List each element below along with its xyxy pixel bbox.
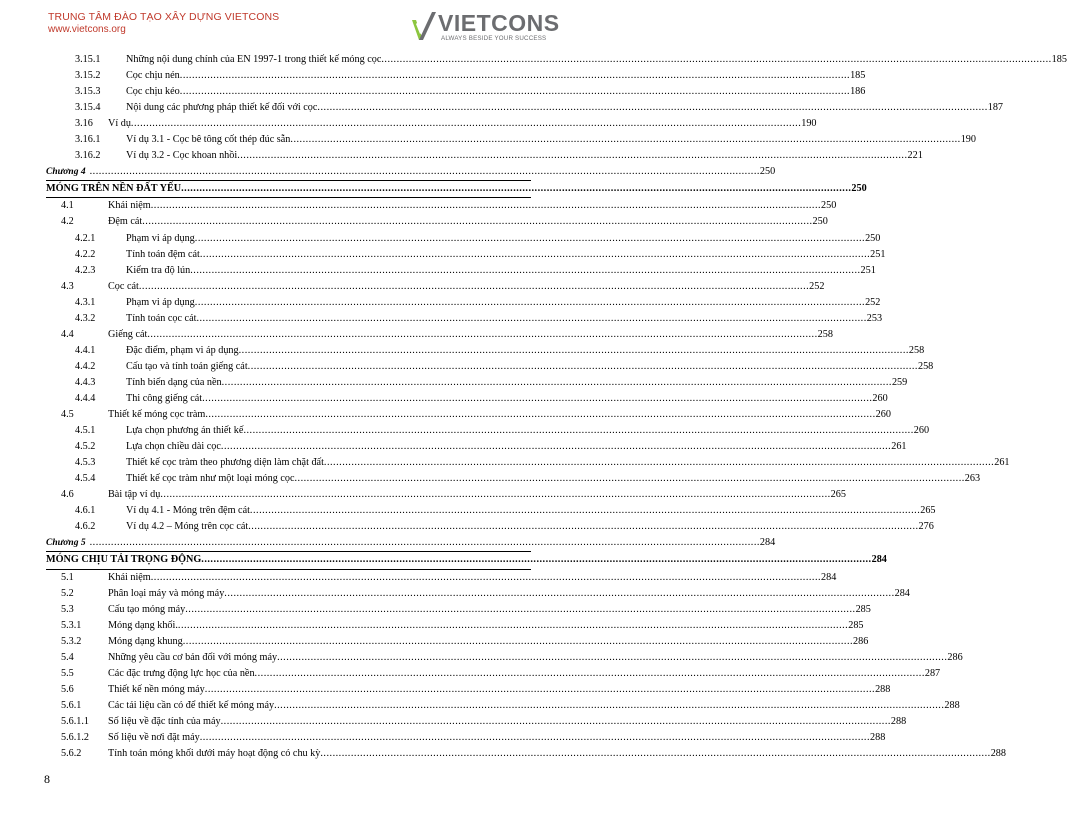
- toc-leader-dots: ............................................................................................................................................................................................................................: [89, 537, 760, 549]
- toc-leader-dots: ............................................................................................................................................................................................................................: [194, 296, 866, 308]
- toc-entry-page: 288: [944, 699, 960, 711]
- toc-leader-dots: ............................................................................................................................................................................................................................: [205, 409, 876, 421]
- toc-leader-dots: ............................................................................................................................................................................................................................: [150, 571, 822, 583]
- toc-entry-page: 261: [994, 457, 1010, 469]
- toc-entry-page: 260: [872, 392, 888, 404]
- toc-entry-page: 250: [821, 200, 837, 212]
- toc-leader-dots: ............................................................................................................................................................................................................................: [196, 312, 867, 324]
- toc-entry-number: 5.6.2: [61, 748, 82, 760]
- toc-entry[interactable]: [46, 714, 907, 730]
- toc-entry[interactable]: [46, 487, 846, 503]
- toc-entry-page: 252: [809, 280, 825, 292]
- toc-entry[interactable]: [46, 116, 817, 132]
- toc-entry-page: 250: [865, 232, 881, 244]
- toc-entry[interactable]: [46, 634, 869, 650]
- toc-entry-page: 251: [870, 248, 886, 260]
- toc-entry[interactable]: [46, 164, 776, 181]
- toc-entry[interactable]: [46, 231, 881, 247]
- toc-leader-dots: ............................................................................................................................................................................................................................: [177, 619, 849, 631]
- toc-entry-number: 3.16.2: [75, 150, 101, 162]
- toc-entry-number: 4.1: [61, 200, 74, 212]
- toc-entry[interactable]: [46, 519, 934, 535]
- toc-entry-title: Thiết kế nền móng máy: [108, 682, 205, 698]
- toc-entry-page: 284: [821, 571, 837, 583]
- toc-entry-number: 4.6.2: [75, 521, 96, 533]
- toc-entry-title: Đệm cát: [108, 214, 142, 230]
- toc-entry-page: 276: [918, 521, 934, 533]
- toc-entry-page: 288: [990, 748, 1006, 760]
- toc-entry-page: 187: [987, 102, 1004, 114]
- toc-entry-number: Chương 5: [46, 538, 86, 549]
- toc-entry-title: Thiết kế móng cọc tràm: [108, 407, 205, 423]
- toc-entry-page: 258: [908, 344, 925, 356]
- toc-leader-dots: ............................................................................................................................................................................................................................: [220, 441, 892, 453]
- toc-leader-dots: ............................................................................................................................................................................................................................: [179, 70, 851, 82]
- toc-entry[interactable]: [46, 279, 825, 295]
- toc-entry-number: 4.4.3: [75, 376, 96, 388]
- toc-entry-title: Móng dạng khối.: [108, 618, 178, 634]
- header-org-block: [48, 11, 279, 35]
- toc-entry-page: 250: [851, 183, 867, 195]
- toc-leader-dots: ............................................................................................................................................................................................................................: [185, 603, 856, 615]
- toc-entry[interactable]: [46, 181, 867, 198]
- toc-entry-number: 4.4.4: [75, 392, 96, 404]
- toc-entry-page: 185: [850, 70, 866, 82]
- toc-entry-page: 285: [848, 619, 864, 631]
- toc-entry-number: 5.6.1: [61, 699, 82, 711]
- toc-entry-number: 4.2.1: [75, 232, 96, 244]
- toc-leader-dots: ............................................................................................................................................................................................................................: [182, 635, 854, 647]
- toc-entry-title: Phân loại máy và móng máy: [108, 586, 224, 602]
- toc-entry[interactable]: [46, 746, 1006, 762]
- toc-leader-dots: ............................................................................................................................................................................................................................: [160, 489, 831, 501]
- toc-leader-dots: ............................................................................................................................................................................................................................: [317, 102, 988, 114]
- toc-leader-dots: ............................................................................................................................................................................................................................: [320, 748, 991, 760]
- toc-entry-page: 250: [812, 216, 828, 228]
- vietcons-check-icon: [410, 10, 438, 44]
- toc-entry-number: 4.4.1: [75, 344, 96, 356]
- toc-entry-page: 265: [920, 505, 936, 517]
- toc-entry-title: Lựa chọn phương án thiết kế: [126, 423, 243, 439]
- toc-entry-title: Số liệu về nơi đặt máy: [108, 730, 200, 746]
- toc-entry[interactable]: [46, 698, 960, 714]
- website-link[interactable]: www.vietcons.org: [48, 24, 126, 35]
- toc-entry-title: Ví dụ 4.2 – Móng trên cọc cát: [126, 519, 248, 535]
- toc-entry-title: Phạm vi áp dụng: [126, 295, 195, 311]
- toc-entry-number: 3.15.4: [75, 102, 101, 114]
- toc-entry-title: Bài tập ví dụ: [108, 487, 160, 503]
- toc-entry-page: 288: [890, 715, 907, 727]
- toc-entry-title: Thi công giếng cát: [126, 391, 202, 407]
- toc-entry[interactable]: [46, 375, 908, 391]
- toc-entry-page: 288: [870, 731, 886, 743]
- toc-entry-page: 287: [924, 667, 941, 679]
- toc-entry-title: Tính toán cọc cát: [126, 311, 196, 327]
- toc-entry-title: Cọc chịu kéo: [126, 84, 180, 100]
- toc-entry[interactable]: [46, 100, 1004, 116]
- toc-entry-page: 190: [801, 118, 817, 130]
- toc-entry-page: 258: [817, 328, 833, 340]
- toc-leader-dots: ............................................................................................................................................................................................................................: [150, 200, 822, 212]
- toc-leader-dots: ............................................................................................................................................................................................................................: [190, 264, 861, 276]
- table-of-contents: [46, 52, 1067, 762]
- toc-entry-page: 251: [860, 264, 876, 276]
- toc-entry-page: 185: [1051, 54, 1067, 65]
- toc-leader-dots: ............................................................................................................................................................................................................................: [323, 457, 995, 469]
- toc-entry-title: Phạm vi áp dụng: [126, 231, 195, 247]
- toc-entry-title: Móng dạng khung: [108, 634, 183, 650]
- toc-entry[interactable]: [46, 602, 871, 618]
- toc-entry-page: 250: [759, 166, 776, 178]
- toc-entry-title: Ví dụ 3.1 - Cọc bê tông cốt thép đúc sẵn: [126, 132, 290, 148]
- toc-entry-page: 252: [865, 296, 881, 308]
- toc-leader-dots: ............................................................................................................................................................................................................................: [201, 554, 872, 566]
- toc-leader-dots: ............................................................................................................................................................................................................................: [204, 683, 876, 695]
- toc-entry-page: 261: [891, 441, 907, 453]
- toc-leader-dots: ............................................................................................................................................................................................................................: [89, 166, 760, 178]
- toc-entry-page: 260: [913, 425, 930, 437]
- toc-entry-title: Cấu tạo móng máy: [108, 602, 185, 618]
- toc-entry-number: 4.3.1: [75, 296, 96, 308]
- toc-entry-number: 5.3.2: [61, 635, 82, 647]
- org-name: TRUNG TÂM ĐÀO TẠO XÂY DỰNG VIETCONS: [48, 11, 280, 23]
- toc-entry-page: 186: [850, 86, 866, 98]
- toc-entry-number: 5.3.1: [61, 619, 82, 631]
- toc-entry-title: Những yêu cầu cơ bản đối với móng máy: [108, 650, 277, 666]
- toc-entry-number: 5.4: [61, 651, 74, 663]
- toc-entry[interactable]: [46, 439, 907, 455]
- toc-leader-dots: ............................................................................................................................................................................................................................: [254, 667, 925, 679]
- toc-entry-page: 263: [964, 473, 981, 485]
- toc-entry-page: 259: [891, 376, 908, 388]
- toc-entry-number: 3.16.1: [75, 134, 101, 146]
- toc-entry-title: Ví dụ: [108, 116, 131, 132]
- toc-entry-page: 284: [894, 587, 910, 599]
- toc-entry-title: Những nội dung chính của EN 1997-1 trong thiết kế móng cọc: [126, 52, 381, 68]
- toc-entry-number: 4.6: [61, 489, 74, 501]
- toc-entry-title: Khái niệm: [108, 198, 151, 214]
- toc-entry-number: 4.6.1: [75, 505, 96, 517]
- toc-entry-page: 288: [875, 683, 891, 695]
- vietcons-logo: [410, 10, 560, 44]
- toc-entry[interactable]: [46, 503, 936, 519]
- toc-entry-number: 5.2: [61, 587, 74, 599]
- toc-entry[interactable]: [46, 455, 1010, 471]
- toc-entry[interactable]: [46, 311, 883, 327]
- toc-entry-page: 258: [917, 360, 934, 372]
- toc-entry[interactable]: [46, 327, 833, 343]
- toc-entry-page: 286: [853, 635, 869, 647]
- toc-entry-title: Cọc cát: [108, 279, 139, 295]
- toc-entry-title: Đặc điểm, phạm vi áp dụng: [126, 343, 239, 359]
- toc-leader-dots: ............................................................................................................................................................................................................................: [243, 425, 914, 437]
- toc-entry-title: Lựa chọn chiều dài cọc: [126, 439, 221, 455]
- toc-entry-page: 284: [759, 537, 776, 549]
- toc-entry-title: Cọc chịu nén: [126, 68, 180, 84]
- toc-leader-dots: ............................................................................................................................................................................................................................: [199, 731, 870, 743]
- toc-entry-page: 265: [830, 489, 846, 501]
- toc-entry[interactable]: [46, 132, 976, 148]
- toc-entry-title: Ví dụ 4.1 - Móng trên đệm cát: [126, 503, 250, 519]
- toc-entry[interactable]: [46, 84, 866, 100]
- toc-entry-number: 5.6.1.1: [61, 715, 90, 727]
- toc-leader-dots: ............................................................................................................................................................................................................................: [237, 150, 908, 162]
- toc-leader-dots: ............................................................................................................................................................................................................................: [294, 473, 965, 485]
- logo-text: VIETCONS: [438, 10, 560, 36]
- toc-entry[interactable]: [46, 148, 923, 164]
- toc-entry[interactable]: [46, 471, 981, 487]
- toc-entry-number: Chương 4: [46, 167, 86, 178]
- toc-leader-dots: ............................................................................................................................................................................................................................: [290, 134, 961, 146]
- toc-entry-number: 4.3: [61, 280, 74, 292]
- toc-entry-number: 4.5.3: [75, 457, 96, 469]
- toc-leader-dots: ............................................................................................................................................................................................................................: [202, 392, 873, 404]
- toc-leader-dots: ............................................................................................................................................................................................................................: [248, 521, 919, 533]
- toc-entry-number: 4.5.1: [75, 425, 96, 437]
- toc-entry[interactable]: [46, 343, 925, 359]
- toc-entry[interactable]: [46, 570, 837, 586]
- toc-entry-title: MÓNG TRÊN NỀN ĐẤT YẾU: [46, 181, 181, 197]
- toc-entry[interactable]: [46, 214, 828, 230]
- toc-entry-title: Các tải liệu cần có để thiết kế móng máy: [108, 698, 274, 714]
- toc-entry-number: 4.4: [61, 328, 74, 340]
- toc-leader-dots: ............................................................................................................................................................................................................................: [238, 344, 909, 356]
- toc-entry[interactable]: [46, 618, 864, 634]
- toc-entry[interactable]: [46, 535, 776, 552]
- toc-entry-title: Tính biến dạng của nền: [126, 375, 222, 391]
- toc-leader-dots: ............................................................................................................................................................................................................................: [224, 587, 895, 599]
- toc-entry-number: 4.3.2: [75, 312, 96, 324]
- toc-entry-page: 286: [947, 651, 963, 663]
- toc-leader-dots: ............................................................................................................................................................................................................................: [142, 216, 813, 228]
- toc-entry[interactable]: [46, 391, 888, 407]
- toc-entry[interactable]: [46, 407, 891, 423]
- toc-leader-dots: ............................................................................................................................................................................................................................: [194, 232, 866, 244]
- toc-entry[interactable]: [46, 68, 866, 84]
- toc-entry-title: Tính toán đệm cát: [126, 247, 200, 263]
- toc-entry-title: Tính toán móng khối dưới máy hoạt động có chu kỳ: [108, 746, 320, 762]
- toc-entry[interactable]: [46, 552, 887, 569]
- toc-entry-page: 284: [871, 554, 887, 566]
- toc-entry-title: Khái niệm: [108, 570, 151, 586]
- toc-leader-dots: ............................................................................................................................................................................................................................: [381, 54, 1052, 65]
- toc-entry-title: MÓNG CHỊU TẢI TRỌNG ĐỘNG: [46, 552, 201, 568]
- toc-entry[interactable]: [46, 359, 934, 375]
- toc-entry-number: 4.2: [61, 216, 74, 228]
- toc-entry-number: 5.5: [61, 667, 74, 679]
- toc-entry-number: 3.15.1: [75, 54, 101, 65]
- toc-leader-dots: ............................................................................................................................................................................................................................: [274, 699, 945, 711]
- toc-entry[interactable]: [46, 682, 891, 698]
- toc-entry-number: 3.16: [75, 118, 93, 130]
- toc-entry[interactable]: [46, 198, 837, 214]
- toc-entry-page: 253: [866, 312, 883, 324]
- toc-entry-number: 4.5.2: [75, 441, 96, 453]
- toc-entry-page: 190: [960, 134, 976, 146]
- toc-entry-number: 4.5: [61, 409, 74, 421]
- toc-entry-title: Kiểm tra độ lún: [126, 263, 190, 279]
- toc-entry-number: 5.1: [61, 571, 74, 583]
- toc-entry-title: Cấu tạo và tính toán giếng cát: [126, 359, 248, 375]
- page-number: 8: [44, 772, 50, 786]
- toc-entry[interactable]: [46, 295, 881, 311]
- toc-leader-dots: ............................................................................................................................................................................................................................: [220, 715, 891, 727]
- toc-entry-number: 5.3: [61, 603, 74, 615]
- toc-entry[interactable]: [46, 423, 930, 439]
- toc-entry-number: 4.2.2: [75, 248, 96, 260]
- toc-leader-dots: ............................................................................................................................................................................................................................: [199, 248, 871, 260]
- toc-leader-dots: ............................................................................................................................................................................................................................: [181, 183, 852, 195]
- toc-entry[interactable]: [46, 650, 963, 666]
- toc-entry-title: Số liệu về đặc tính của máy: [108, 714, 221, 730]
- toc-entry[interactable]: [46, 247, 886, 263]
- toc-entry[interactable]: [46, 730, 886, 746]
- toc-entry-title: Ví dụ 3.2 - Cọc khoan nhồi: [126, 148, 237, 164]
- toc-entry-number: 5.6.1.2: [61, 731, 90, 743]
- toc-entry-number: 4.2.3: [75, 264, 96, 276]
- toc-leader-dots: ............................................................................................................................................................................................................................: [249, 505, 921, 517]
- toc-entry-number: 3.15.2: [75, 70, 101, 82]
- toc-entry-number: 4.5.4: [75, 473, 96, 485]
- toc-entry-page: 260: [875, 409, 891, 421]
- toc-entry-title: Các đặc trưng động lực học của nền: [108, 666, 255, 682]
- toc-leader-dots: ............................................................................................................................................................................................................................: [277, 651, 948, 663]
- toc-entry-title: Thiết kế cọc tràm theo phương diện làm chặt đất: [126, 455, 324, 471]
- toc-entry-title: Nội dung các phương pháp thiết kế đối với cọc: [126, 100, 317, 116]
- toc-leader-dots: ............................................................................................................................................................................................................................: [147, 328, 818, 340]
- toc-entry[interactable]: [46, 263, 876, 279]
- toc-entry-page: 221: [907, 150, 923, 162]
- toc-entry-title: Giếng cát: [108, 327, 147, 343]
- toc-entry-number: 5.6: [61, 683, 74, 695]
- toc-entry[interactable]: [46, 586, 910, 602]
- toc-leader-dots: ............................................................................................................................................................................................................................: [138, 280, 810, 292]
- logo-tagline: ALWAYS BESIDE YOUR SUCCESS: [441, 35, 547, 42]
- toc-leader-dots: ............................................................................................................................................................................................................................: [130, 118, 802, 130]
- toc-entry-page: 285: [855, 603, 871, 615]
- toc-entry-title: Thiết kế cọc tràm như một loại móng cọc: [126, 471, 294, 487]
- toc-leader-dots: ............................................................................................................................................................................................................................: [221, 376, 892, 388]
- toc-leader-dots: ............................................................................................................................................................................................................................: [247, 360, 918, 372]
- toc-entry[interactable]: [46, 52, 1067, 68]
- toc-entry-number: 3.15.3: [75, 86, 101, 98]
- toc-entry-number: 4.4.2: [75, 360, 96, 372]
- toc-leader-dots: ............................................................................................................................................................................................................................: [179, 86, 851, 98]
- toc-entry[interactable]: [46, 666, 941, 682]
